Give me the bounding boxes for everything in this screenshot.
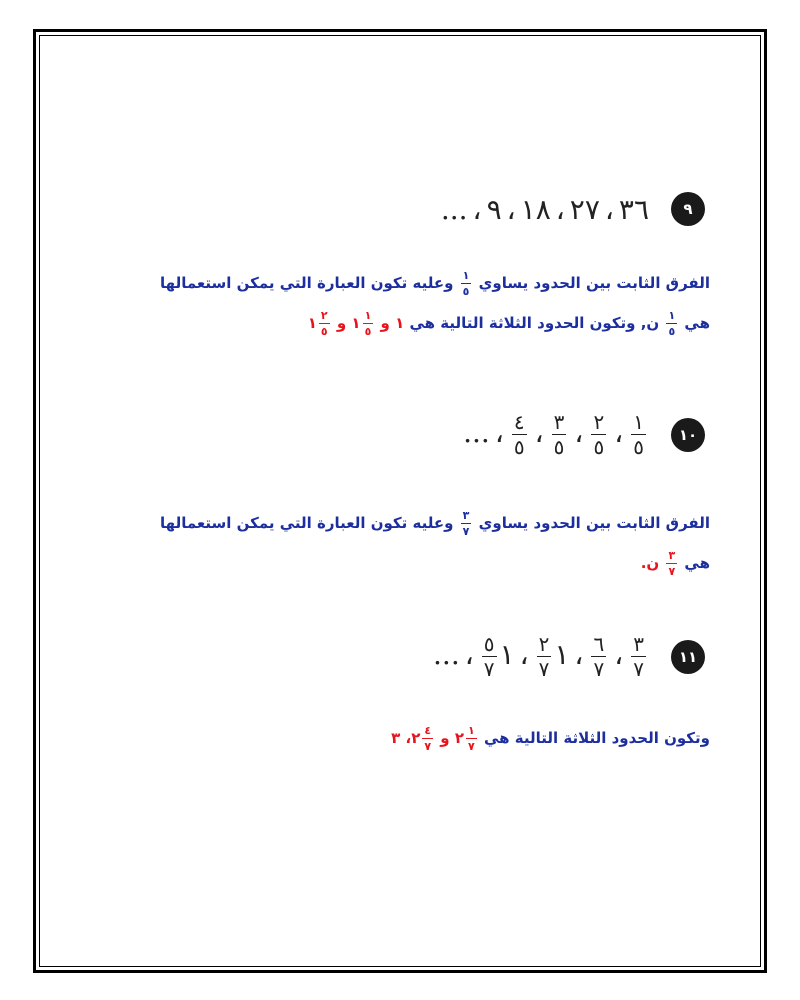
fraction: $\frac{١}{٥}$ <box>462 269 470 298</box>
fraction: $\frac{٢}{٥}$ <box>320 309 328 338</box>
fraction: $\frac{١}{٧}$ <box>468 724 475 753</box>
sequence-terms: $\frac{٣}{٧}$ ، $\frac{٦}{٧}$ ،١ $\frac{٢}{٧}$ ،١ $\frac{٥}{٧}$ ،... <box>433 632 644 681</box>
fraction: $\frac{٣}{٧}$ <box>668 549 676 578</box>
ellipsis: ... <box>440 192 468 226</box>
problem-9-sequence <box>441 192 705 226</box>
answer-term: ٢ <box>411 729 421 747</box>
problem-number-badge: ١١ <box>671 640 705 674</box>
explanation-line: الفرق الثابت بين الحدود يساوي $\frac{١}{٥}$ وعليه تكون العبارة التي يمكن استعمالها <box>160 269 710 298</box>
problem-10-sequence <box>463 412 705 457</box>
fraction: $\frac{١}{٥}$ <box>668 309 676 338</box>
term: ٢٧ <box>569 192 600 226</box>
term: ٣٦ <box>618 192 649 226</box>
fraction-term: $\frac{١}{٥}$ <box>633 410 644 459</box>
sequence-terms: ٩ ، ١٨ ، ٢٧ ، ٣٦،... <box>440 192 649 226</box>
answer-term: ١ <box>395 314 405 332</box>
answer-term: ٢ <box>454 729 465 747</box>
answer-line: هي $\frac{١}{٥}$ ن, وتكون الحدود الثلاثة التالية هي ١ و $\frac{١}{٥}$ ١ و $\frac{٢}{٥}$ ١ <box>307 309 710 338</box>
problem-number-badge: ١٠ <box>671 418 705 452</box>
whole-part: ١ <box>499 638 515 671</box>
answer-term: ٣ <box>391 729 401 747</box>
fraction-term: $\frac{٣}{٧}$ <box>633 632 644 681</box>
term: ١٨ <box>520 192 551 226</box>
fraction-term: $\frac{٤}{٥}$ <box>513 410 525 459</box>
fraction: $\frac{١}{٥}$ <box>364 309 372 338</box>
answer-term: ١ <box>351 314 361 332</box>
term: ٩ <box>486 192 502 226</box>
problem-11-sequence <box>433 634 705 679</box>
fraction-term: $\frac{٥}{٧}$ <box>483 632 495 681</box>
ellipsis: ... <box>463 416 490 449</box>
fraction-term: $\frac{٦}{٧}$ <box>593 632 605 681</box>
fraction-term: $\frac{٢}{٧}$ <box>538 632 550 681</box>
explanation-line: الفرق الثابت بين الحدود يساوي $\frac{٣}{٧}$ وعليه تكون العبارة التي يمكن استعمالها <box>160 509 710 538</box>
answer-line: وتكون الحدود الثلاثة التالية هي $\frac{١}{٧}$ ٢ و $\frac{٤}{٧}$ ٢، ٣ <box>391 724 710 753</box>
ellipsis: ... <box>433 638 460 671</box>
fraction-term: $\frac{٣}{٥}$ <box>553 410 565 459</box>
problem-number-badge: ٩ <box>671 192 705 226</box>
fraction: $\frac{٤}{٧}$ <box>424 724 432 753</box>
sequence-terms: $\frac{١}{٥}$ ، $\frac{٢}{٥}$ ، $\frac{٣}{٥}$ ، $\frac{٤}{٥}$ ،... <box>463 410 644 459</box>
whole-part: ١ <box>554 638 570 671</box>
page-border-inner <box>39 35 761 967</box>
answer-line: هي $\frac{٣}{٧}$ ن. <box>640 549 710 578</box>
fraction-term: $\frac{٢}{٥}$ <box>593 410 605 459</box>
fraction: $\frac{٣}{٧}$ <box>462 509 470 538</box>
answer-term: ١ <box>307 314 317 332</box>
